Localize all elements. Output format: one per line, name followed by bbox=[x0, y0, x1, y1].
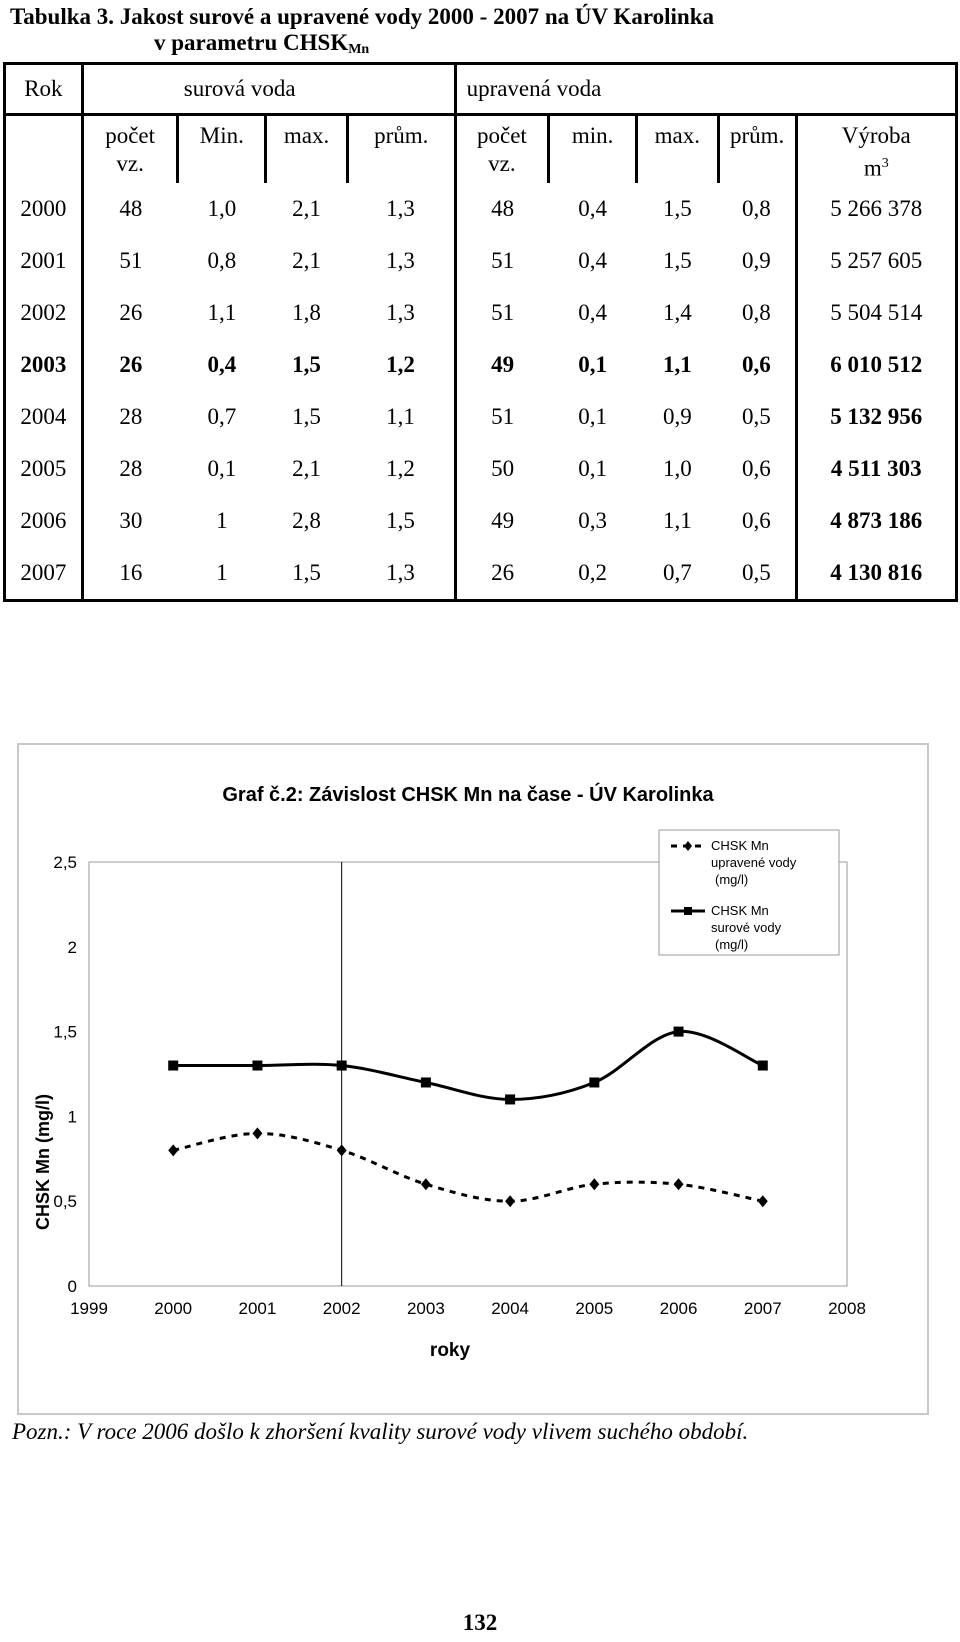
header-col-sublabel-text: m bbox=[863, 155, 882, 181]
table-cell: 0,1 bbox=[207, 455, 237, 481]
header-col-label: max. bbox=[283, 123, 330, 148]
table-cell: 1 bbox=[216, 507, 228, 533]
table-cell: 0,5 bbox=[742, 403, 771, 429]
table-cell: 0,3 bbox=[578, 507, 607, 533]
table-cell: 51 bbox=[82, 235, 178, 287]
header-col-sublabel bbox=[457, 150, 548, 178]
table-cell: 1,1 bbox=[662, 351, 692, 377]
x-tick-label: 2005 bbox=[575, 1299, 614, 1318]
table-cell: 1,2 bbox=[386, 351, 415, 377]
table-row bbox=[5, 235, 957, 287]
header-col-sublabel-text: vz. bbox=[488, 151, 516, 176]
legend-label: CHSK Mn bbox=[711, 903, 769, 918]
table-cell: 1,5 bbox=[292, 559, 321, 585]
chart-title: Graf č.2: Závislost CHSK Mn na čase - ÚV Karolinka bbox=[222, 784, 714, 806]
y-tick-label: 1 bbox=[67, 1107, 77, 1127]
table-cell: 2003 bbox=[20, 351, 67, 377]
header-col-superscript: 3 bbox=[881, 156, 889, 171]
table-cell: 1,5 bbox=[662, 247, 692, 273]
table-cell: 48 bbox=[455, 183, 549, 235]
table-cell: 1,3 bbox=[386, 299, 415, 325]
header-col-4 bbox=[455, 115, 549, 183]
table-cell: 2005 bbox=[20, 455, 67, 481]
table-cell: 49 bbox=[455, 339, 549, 391]
data-point-square bbox=[337, 1061, 347, 1071]
y-tick-label: 2 bbox=[67, 937, 77, 957]
data-point-square bbox=[505, 1094, 515, 1104]
x-tick-label: 2008 bbox=[828, 1299, 866, 1318]
table-cell: 1,3 bbox=[386, 559, 415, 585]
table-cell: 28 bbox=[82, 443, 178, 495]
data-point-square bbox=[421, 1077, 431, 1087]
legend-label: surové vody bbox=[711, 920, 782, 935]
y-tick-label: 0 bbox=[67, 1277, 77, 1296]
table-cell: 4 511 303 bbox=[796, 443, 956, 495]
x-tick-label: 2007 bbox=[743, 1299, 782, 1318]
header-col-label: počet bbox=[477, 123, 527, 148]
table-cell: 28 bbox=[82, 391, 178, 443]
data-point-square bbox=[168, 1061, 178, 1071]
page-number: 132 bbox=[462, 1610, 498, 1635]
table-cell: 1,1 bbox=[386, 403, 415, 429]
y-tick-label: 0,5 bbox=[53, 1192, 77, 1212]
header-col-8 bbox=[796, 115, 956, 183]
table-cell: 2004 bbox=[20, 403, 67, 429]
table-cell: 2,1 bbox=[292, 247, 321, 273]
water-quality-table bbox=[3, 62, 958, 602]
header-col-sublabel bbox=[84, 150, 177, 178]
table-cell: 4 873 186 bbox=[796, 495, 956, 547]
data-point-diamond bbox=[505, 1195, 515, 1207]
table-cell: 0,1 bbox=[578, 455, 607, 481]
header-col-2 bbox=[266, 115, 348, 183]
data-point-diamond bbox=[168, 1144, 178, 1156]
table-cell: 1,0 bbox=[207, 195, 237, 221]
table-cell: 0,8 bbox=[742, 195, 771, 221]
header-col-sublabel bbox=[798, 150, 955, 183]
table-row bbox=[5, 287, 957, 339]
header-row-columns bbox=[5, 115, 957, 183]
table-cell: 0,7 bbox=[207, 403, 237, 429]
header-col-label: min. bbox=[571, 123, 614, 148]
table-cell: 1,3 bbox=[386, 195, 415, 221]
x-tick-label: 2003 bbox=[406, 1299, 445, 1318]
x-axis-label: roky bbox=[429, 1340, 471, 1361]
table-cell: 1,0 bbox=[662, 455, 692, 481]
table-cell: 2007 bbox=[20, 559, 67, 585]
table-cell: 51 bbox=[455, 287, 549, 339]
table-cell: 30 bbox=[82, 495, 178, 547]
header-col-sublabel-text: vz. bbox=[116, 151, 144, 176]
table-cell: 1,2 bbox=[386, 455, 415, 481]
table-cell: 2006 bbox=[20, 507, 67, 533]
table-cell: 26 bbox=[82, 287, 178, 339]
header-col-label: Výroba bbox=[841, 123, 911, 148]
table-cell: 2002 bbox=[20, 299, 67, 325]
table-cell: 0,4 bbox=[578, 195, 607, 221]
table-cell: 1,8 bbox=[292, 299, 321, 325]
table-body bbox=[5, 183, 957, 601]
table-cell: 50 bbox=[455, 443, 549, 495]
data-point-diamond bbox=[421, 1178, 431, 1190]
header-col-label: max. bbox=[654, 123, 700, 148]
table-cell: 0,9 bbox=[662, 403, 692, 429]
table-cell: 0,4 bbox=[578, 247, 607, 273]
header-col-label: prům. bbox=[729, 123, 785, 148]
header-upravena: upravená voda bbox=[455, 64, 956, 115]
table-cell: 2,1 bbox=[292, 455, 321, 481]
table-row bbox=[5, 183, 957, 235]
data-point-diamond bbox=[758, 1195, 768, 1207]
table-cell: 1,3 bbox=[386, 247, 415, 273]
table-cell: 5 132 956 bbox=[796, 391, 956, 443]
header-surova: surová voda bbox=[82, 64, 455, 115]
x-tick-label: 2002 bbox=[322, 1299, 361, 1318]
header-col-label: Min. bbox=[199, 123, 244, 148]
table-cell: 49 bbox=[455, 495, 549, 547]
series-line-treated bbox=[173, 1133, 763, 1201]
chart bbox=[19, 745, 927, 1413]
table-row bbox=[5, 339, 957, 391]
table-cell: 0,1 bbox=[578, 351, 607, 377]
table-cell: 0,6 bbox=[742, 351, 771, 377]
table-cell: 48 bbox=[82, 183, 178, 235]
header-col-3 bbox=[347, 115, 455, 183]
y-tick-label: 2,5 bbox=[53, 853, 77, 872]
table-cell: 5 266 378 bbox=[796, 183, 956, 235]
table-cell: 2,1 bbox=[292, 195, 321, 221]
table-cell: 0,1 bbox=[578, 403, 607, 429]
header-row-top bbox=[5, 64, 957, 115]
header-col-label: prům. bbox=[374, 123, 429, 148]
table-cell: 6 010 512 bbox=[796, 339, 956, 391]
table-cell: 51 bbox=[455, 235, 549, 287]
table-row bbox=[5, 391, 957, 443]
table-cell: 0,8 bbox=[742, 299, 771, 325]
table-cell: 1,1 bbox=[662, 507, 692, 533]
header-col-6 bbox=[636, 115, 718, 183]
table-cell: 0,7 bbox=[662, 559, 692, 585]
table-cell: 16 bbox=[82, 547, 178, 601]
chart-frame bbox=[17, 743, 929, 1415]
table-cell: 51 bbox=[455, 391, 549, 443]
table-cell: 5 257 605 bbox=[796, 235, 956, 287]
table-cell: 0,2 bbox=[578, 559, 607, 585]
data-point-square bbox=[589, 1077, 599, 1087]
legend-marker-square bbox=[684, 907, 692, 915]
header-col-1 bbox=[178, 115, 266, 183]
data-point-diamond bbox=[589, 1178, 599, 1190]
header-col-5 bbox=[549, 115, 637, 183]
table-cell: 1,5 bbox=[292, 403, 321, 429]
x-tick-label: 1999 bbox=[70, 1299, 108, 1318]
table-cell: 26 bbox=[455, 547, 549, 601]
header-rok: Rok bbox=[5, 64, 83, 115]
table-cell: 1,5 bbox=[386, 507, 415, 533]
table-caption bbox=[10, 4, 714, 63]
caption-line-1: Tabulka 3. Jakost surové a upravené vody 2000 - 2007 na ÚV Karolinka bbox=[10, 4, 714, 29]
table-cell: 0,6 bbox=[742, 455, 771, 481]
legend-label: CHSK Mn bbox=[711, 838, 769, 853]
table-cell: 5 504 514 bbox=[796, 287, 956, 339]
table-cell: 0,4 bbox=[578, 299, 607, 325]
table-cell: 1,1 bbox=[207, 299, 237, 325]
y-axis-label: CHSK Mn (mg/l) bbox=[33, 1094, 53, 1230]
table-cell: 0,9 bbox=[742, 247, 771, 273]
table-cell: 2001 bbox=[20, 247, 67, 273]
table-cell: 4 130 816 bbox=[796, 547, 956, 601]
x-tick-label: 2006 bbox=[659, 1299, 698, 1318]
x-tick-label: 2000 bbox=[154, 1299, 193, 1318]
data-point-square bbox=[674, 1027, 684, 1037]
table-cell: 2,8 bbox=[292, 507, 321, 533]
table-cell: 1 bbox=[216, 559, 228, 585]
x-tick-label: 2004 bbox=[491, 1299, 530, 1318]
table-cell: 0,4 bbox=[207, 351, 237, 377]
table-cell: 0,8 bbox=[207, 247, 237, 273]
header-col-empty bbox=[5, 115, 83, 183]
data-point-square bbox=[252, 1061, 262, 1071]
legend-label: upravené vody bbox=[711, 855, 797, 870]
data-point-diamond bbox=[674, 1178, 684, 1190]
table-cell: 0,6 bbox=[742, 507, 771, 533]
table-cell: 0,5 bbox=[742, 559, 771, 585]
table-cell: 1,5 bbox=[292, 351, 321, 377]
legend-label: (mg/l) bbox=[715, 872, 749, 887]
data-point-diamond bbox=[252, 1127, 262, 1139]
data-point-square bbox=[758, 1061, 768, 1071]
header-col-0 bbox=[82, 115, 178, 183]
table-row bbox=[5, 495, 957, 547]
footnote: Pozn.: V roce 2006 došlo k zhoršení kvality surové vody vlivem suchého období. bbox=[12, 1419, 749, 1444]
table-cell: 1,4 bbox=[662, 299, 692, 325]
table-cell: 2000 bbox=[20, 195, 67, 221]
y-tick-label: 1,5 bbox=[53, 1022, 77, 1042]
table-cell: 1,5 bbox=[662, 195, 692, 221]
header-col-7 bbox=[718, 115, 796, 183]
table-row bbox=[5, 547, 957, 601]
data-point-diamond bbox=[337, 1144, 347, 1156]
table-row bbox=[5, 443, 957, 495]
header-col-label: počet bbox=[105, 123, 156, 148]
x-tick-label: 2001 bbox=[238, 1299, 277, 1318]
table-cell: 26 bbox=[82, 339, 178, 391]
caption-line-2: v parametru $CHSK_{Mn}$ bbox=[154, 30, 370, 57]
legend-label: (mg/l) bbox=[715, 937, 749, 952]
